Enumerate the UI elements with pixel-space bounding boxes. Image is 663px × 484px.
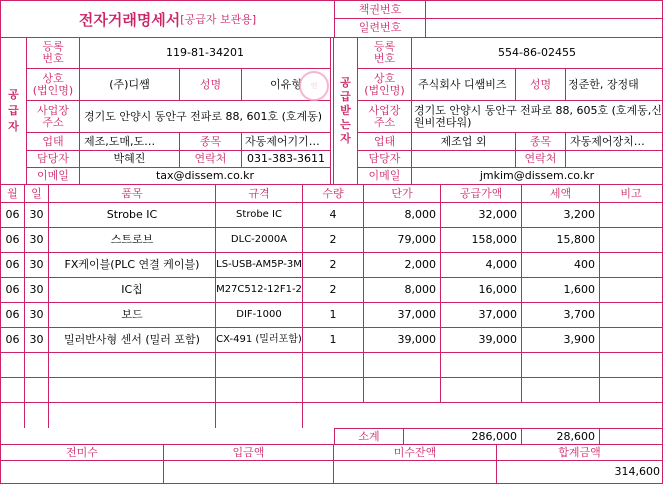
- buyer-biz-item: 자동제어장치…: [566, 133, 662, 151]
- supplier-biz-type: 제조,도매,도…: [80, 133, 180, 151]
- supplier-name: 이유형: [242, 69, 330, 101]
- empty-cell: [49, 353, 216, 378]
- supplier-reg-label: 등록 번호: [27, 38, 80, 69]
- supplier-biz-item-label: 종목: [180, 133, 242, 151]
- cell-note: [600, 203, 662, 228]
- buyer-reg-label: 등록 번호: [358, 38, 412, 69]
- buyer-biz-type: 제조업 외: [412, 133, 516, 151]
- cell-day: 30: [25, 253, 49, 278]
- title-area: [1, 1, 334, 37]
- items-table: [1, 185, 662, 428]
- col-header-supply-amount: 공급가액: [441, 185, 522, 203]
- cell-item: Strobe IC: [49, 203, 216, 228]
- cell-spec: LS-USB-AM5P-3M: [216, 253, 303, 278]
- book-no-label: 책권번호: [335, 1, 426, 19]
- unpaid-label: 전미수: [1, 445, 164, 461]
- empty-cell: [1, 403, 25, 428]
- side-char: 자: [340, 132, 351, 145]
- balance-value: [334, 461, 497, 483]
- empty-cell: [364, 353, 441, 378]
- cell-item: IC칩: [49, 278, 216, 303]
- cell-unit-price: 2,000: [364, 253, 441, 278]
- cell-month: 06: [1, 228, 25, 253]
- empty-cell: [522, 378, 600, 403]
- supplier-name-label: 성명: [180, 69, 242, 101]
- page-subtitle: [공급자 보관용]: [180, 13, 257, 26]
- cell-tax: 3,900: [522, 328, 600, 353]
- subtotal-supply: 286,000: [404, 428, 522, 445]
- col-header-item: 품목: [49, 185, 216, 203]
- cell-supply-amount: 37,000: [441, 303, 522, 328]
- side-char: 급: [340, 90, 351, 103]
- book-no-value: [426, 1, 663, 19]
- empty-cell: [441, 353, 522, 378]
- cell-spec: CX-491 (밀러포함): [216, 328, 303, 353]
- empty-cell: [522, 353, 600, 378]
- buyer-biz-type-label: 업태: [358, 133, 412, 151]
- deposit-value: [164, 461, 334, 483]
- supplier-biz-type-label: 업태: [27, 133, 80, 151]
- empty-cell: [216, 403, 303, 428]
- side-char: 자: [8, 120, 19, 133]
- cell-item: 보드: [49, 303, 216, 328]
- cell-day: 30: [25, 203, 49, 228]
- supplier-biz-item: 자동제어기기…: [242, 133, 330, 151]
- empty-cell: [303, 353, 364, 378]
- cell-unit-price: 39,000: [364, 328, 441, 353]
- cell-supply-amount: 158,000: [441, 228, 522, 253]
- cell-day: 30: [25, 278, 49, 303]
- empty-cell: [1, 378, 25, 403]
- cell-unit-price: 37,000: [364, 303, 441, 328]
- cell-note: [600, 328, 662, 353]
- cell-tax: 15,800: [522, 228, 600, 253]
- cell-month: 06: [1, 253, 25, 278]
- cell-month: 06: [1, 203, 25, 228]
- supplier-company-label: 상호 (법인명): [27, 69, 80, 101]
- page-title: 전자거래명세서: [78, 10, 181, 29]
- cell-month: 06: [1, 303, 25, 328]
- buyer-contact-label: 연락처: [516, 151, 566, 168]
- side-char: 받: [340, 104, 351, 117]
- cell-tax: 400: [522, 253, 600, 278]
- supplier-address-label: 사업장 주소: [27, 101, 80, 133]
- side-char: 는: [340, 118, 351, 131]
- deposit-label: 입금액: [164, 445, 334, 461]
- cell-qty: 1: [303, 303, 364, 328]
- subtotal-tax: 28,600: [522, 428, 600, 445]
- empty-cell: [303, 378, 364, 403]
- company-seal-stamp: 인: [299, 71, 329, 101]
- cell-spec: M27C512-12F1-2: [216, 278, 303, 303]
- cell-qty: 2: [303, 228, 364, 253]
- unpaid-value: [1, 461, 164, 483]
- supplier-reg-no: 119-81-34201: [80, 38, 330, 69]
- cell-day: 30: [25, 328, 49, 353]
- cell-tax: 3,200: [522, 203, 600, 228]
- empty-cell: [364, 378, 441, 403]
- buyer-manager-label: 담당자: [358, 151, 412, 168]
- cell-note: [600, 253, 662, 278]
- cell-qty: 2: [303, 278, 364, 303]
- buyer-address: 경기도 안양시 동안구 전파로 88, 605호 (호계동,신원비젼타워): [412, 101, 662, 133]
- cell-note: [600, 303, 662, 328]
- cell-unit-price: 8,000: [364, 278, 441, 303]
- supplier-contact: 031-383-3611: [242, 151, 330, 168]
- supplier-address: 경기도 안양시 동안구 전파로 88, 601호 (호계동): [80, 101, 330, 133]
- cell-unit-price: 8,000: [364, 203, 441, 228]
- cell-day: 30: [25, 228, 49, 253]
- subtotal-note: [600, 428, 662, 445]
- total-value: 314,600: [614, 465, 660, 478]
- col-header-qty: 수량: [303, 185, 364, 203]
- cell-supply-amount: 4,000: [441, 253, 522, 278]
- empty-cell: [25, 403, 49, 428]
- cell-month: 06: [1, 278, 25, 303]
- buyer-address-label: 사업장 주소: [358, 101, 412, 133]
- supplier-manager: 박혜진: [80, 151, 180, 168]
- buyer-email-label: 이메일: [358, 168, 412, 184]
- col-header-day: 일: [25, 185, 49, 203]
- cell-month: 06: [1, 328, 25, 353]
- cell-item: 밀러반사형 센서 (밀러 포함): [49, 328, 216, 353]
- serial-no-label: 일련번호: [335, 19, 426, 37]
- cell-item: 스트로브: [49, 228, 216, 253]
- cell-qty: 4: [303, 203, 364, 228]
- cell-unit-price: 79,000: [364, 228, 441, 253]
- cell-supply-amount: 16,000: [441, 278, 522, 303]
- side-char: 급: [8, 104, 19, 117]
- cell-spec: DLC-2000A: [216, 228, 303, 253]
- buyer-company-label: 상호 (법인명): [358, 69, 412, 101]
- empty-cell: [49, 378, 216, 403]
- empty-cell: [25, 353, 49, 378]
- buyer-biz-item-label: 종목: [516, 133, 566, 151]
- col-header-unit-price: 단가: [364, 185, 441, 203]
- buyer-company: 주식회사 디쌤비즈: [412, 69, 516, 101]
- balance-label: 미수잔액: [334, 445, 497, 461]
- buyer-reg-no: 554-86-02455: [412, 38, 662, 69]
- cell-qty: 2: [303, 253, 364, 278]
- col-header-tax: 세액: [522, 185, 600, 203]
- empty-cell: [600, 353, 662, 378]
- buyer-side-label: [334, 38, 358, 184]
- empty-cell: [49, 403, 216, 428]
- empty-cell: [216, 378, 303, 403]
- supplier-email-label: 이메일: [27, 168, 80, 184]
- subtotal-label: 소계: [334, 428, 404, 445]
- total-label: 합계금액: [497, 445, 662, 461]
- empty-cell: [216, 353, 303, 378]
- cell-item: FX케이블(PLC 연결 케이블): [49, 253, 216, 278]
- empty-cell: [1, 353, 25, 378]
- col-header-spec: 규격: [216, 185, 303, 203]
- supplier-side-label: [1, 38, 27, 184]
- empty-cell: [441, 378, 522, 403]
- side-char: 공: [340, 76, 351, 89]
- supplier-contact-label: 연락처: [180, 151, 242, 168]
- serial-no-value: [426, 19, 663, 37]
- empty-cell: [25, 378, 49, 403]
- supplier-email: tax@dissem.co.kr: [155, 169, 255, 182]
- supplier-company: (주)디쌤: [80, 69, 180, 101]
- cell-day: 30: [25, 303, 49, 328]
- empty-cell: [600, 378, 662, 403]
- cell-note: [600, 228, 662, 253]
- side-char: 공: [8, 88, 19, 101]
- col-header-month: 월: [1, 185, 25, 203]
- cell-supply-amount: 32,000: [441, 203, 522, 228]
- cell-tax: 3,700: [522, 303, 600, 328]
- supplier-manager-label: 담당자: [27, 151, 80, 168]
- cell-qty: 1: [303, 328, 364, 353]
- buyer-contact: [566, 151, 662, 168]
- col-header-note: 비고: [600, 185, 662, 203]
- cell-spec: Strobe IC: [216, 203, 303, 228]
- buyer-manager: [412, 151, 516, 168]
- cell-note: [600, 278, 662, 303]
- buyer-email: jmkim@dissem.co.kr: [479, 169, 595, 182]
- cell-spec: DIF-1000: [216, 303, 303, 328]
- cell-supply-amount: 39,000: [441, 328, 522, 353]
- cell-tax: 1,600: [522, 278, 600, 303]
- buyer-name-label: 성명: [516, 69, 566, 101]
- buyer-name: 정준한, 장정태: [566, 69, 662, 101]
